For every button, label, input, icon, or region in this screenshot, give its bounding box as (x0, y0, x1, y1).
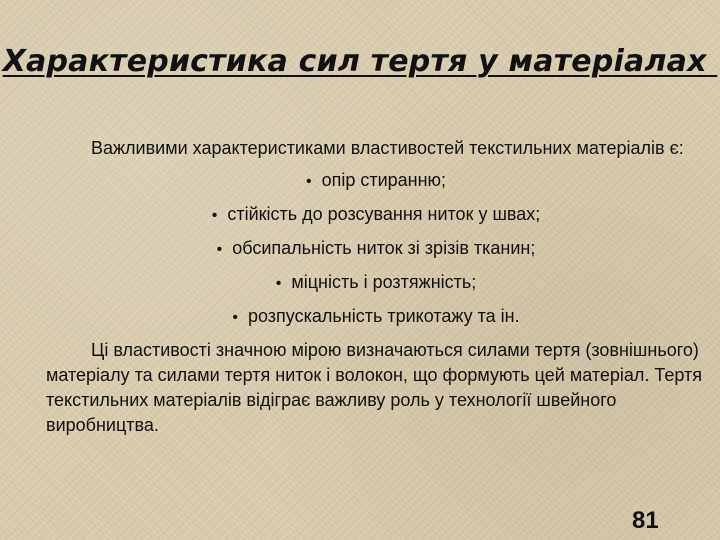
list-item (46, 304, 706, 328)
slide-title (0, 42, 720, 82)
properties-list (46, 168, 706, 328)
list-item-text: розпускальність трикотажу та ін. (247, 306, 520, 326)
list-item (46, 202, 706, 226)
slide-content (46, 136, 706, 438)
intro-paragraph: Важливими характеристиками властивостей текстильних матеріалів є: (91, 138, 684, 158)
bullet-icon: • (216, 241, 223, 258)
page-number: 81 (632, 507, 659, 534)
bullet-icon: • (211, 207, 218, 224)
slide-title-text: Характеристика сил тертя у матеріалах (2, 44, 718, 80)
list-item (46, 168, 706, 192)
bullet-icon: • (275, 275, 282, 292)
list-item-text: міцність і розтяжність; (291, 272, 477, 292)
bullet-icon: • (305, 173, 312, 190)
list-item (46, 236, 706, 260)
bullet-icon: • (232, 309, 238, 326)
list-item-text: стійкість до розсування ниток у швах; (227, 204, 541, 224)
list-item-text: обсипальність ниток зі зрізів тканин; (232, 238, 536, 258)
conclusion-paragraph: Ці властивості значною мірою визначаються силами тертя (зовнішнього) матеріалу та силами тертя ниток і волокон, що формують цей матеріал. Тертя текстильних матеріалів відіграє важливу роль у технології швейного виробництва. (46, 340, 703, 435)
list-item (46, 270, 706, 294)
list-item-text: опір стиранню; (321, 170, 447, 190)
